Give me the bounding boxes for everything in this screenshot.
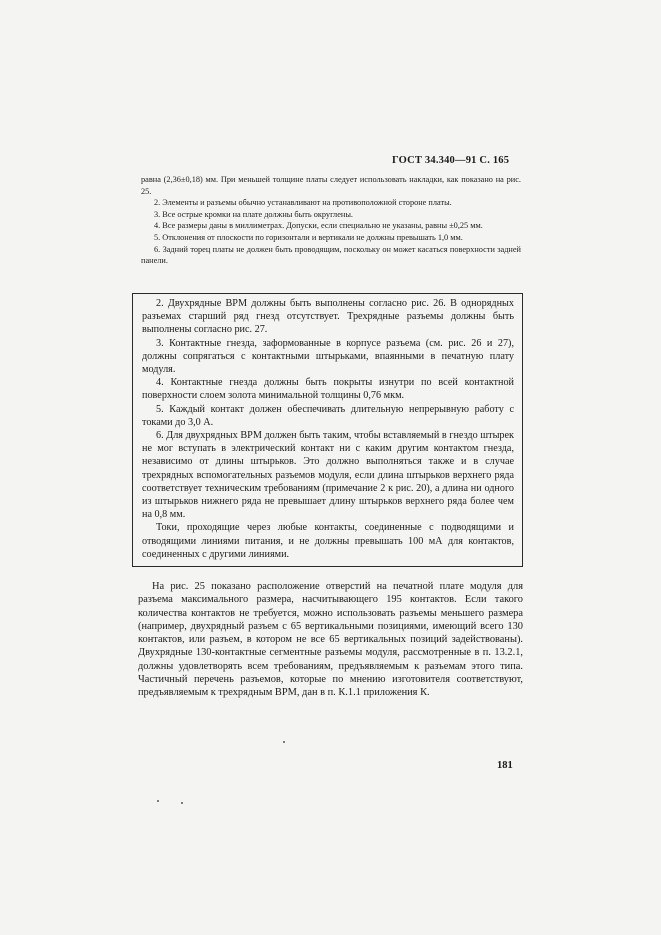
page-number: 181 [497,760,513,771]
boxed-paragraph: 3. Контактные гнезда, заформованные в корпусе разъема (см. рис. 26 и 27), должны сопрягаться с контактными штырьками, впаянными в печатную плату модуля. [142,337,514,376]
scan-speck [157,800,159,802]
note-item: 3. Все острые кромки на плате должны быть округлены. [154,209,353,219]
note-item: 6. Задний торец платы не должен быть проводящим, поскольку он может касаться поверхности задней панели. [141,244,521,266]
note-item: 2. Элементы и разъемы обычно устанавливают на противоположной стороне платы. [154,198,452,208]
boxed-paragraph: 2. Двухрядные ВРМ должны быть выполнены согласно рис. 26. В однорядных разъемах старший ряд гнезд отсутствует. Трехрядные разъемы должны быть выполнены согласно рис. 27. [142,298,514,336]
note-item: 4. Все размеры даны в миллиметрах. Допуски, если специально не указаны, равны ±0,25 мм. [154,221,483,231]
scan-speck [181,802,183,804]
boxed-paragraph: 5. Каждый контакт должен обеспечивать длительную непрерывную работу с токами до 3,0 А. [142,403,514,428]
boxed-paragraph: 6. Для двухрядных ВРМ должен быть таким, чтобы вставляемый в гнездо штырек не мог вступать в электрический контакт ни с каким другим контактом гнезда, независимо от длины штырьков. Это должно выполняться также и в случае трехрядных вспомогательных разъемов модуля, если длина штырьков верхнего ряда соответствует техническим требованиям (примечание 2 к рис. 20), а длина ни одного из штырьков нижнего ряда не превышает длину штырьков верхнего ряда более чем на 0,8 мм. [142,430,514,521]
boxed-requirements [132,293,523,567]
boxed-paragraph: 4. Контактные гнезда должны быть покрыты изнутри по всей контактной поверхности слоем золота минимальной толщины 0,76 мкм. [142,377,514,402]
scan-speck [283,741,285,743]
note-item: 5. Отклонения от плоскости по горизонтали и вертикали не должны превышать 1,0 мм. [154,232,463,242]
body-paragraph: На рис. 25 показано расположение отверстий на печатной плате модуля для разъема максимального размера, насчитывающего 195 контактов. Если такого количества контактов не требуется, можно использовать разъемы меньшего размера (например, двухрядный разъем с 65 вертикальными позициями, имеющий всего 130 контактов, или разъем, в котором не все 65 вертикальных позиций задействованы). Двухрядные 130-контактные сегментные разъемы модуля, рассмотренные в п. 13.2.1, должны удовлетворять всем требованиям, предъявляемым к разъемам этого типа. Частичный перечень разъемов, которые по мнению изготовителя соответствуют, предъявляемым к трехрядным ВРМ, дан в п. К.1.1 приложения К. [138,581,523,699]
figure-notes [141,174,521,267]
note-continuation: равна (2,36±0,18) мм. При меньшей толщине платы следует использовать накладки, как показано на рис. 25. [141,175,521,196]
main-body-text [138,580,523,700]
boxed-paragraph: Токи, проходящие через любые контакты, соединенные с подводящими и отводящими линиями питания, и не должны превышать 100 мА для контактов, соединенных с другими линиями. [142,522,514,560]
running-header: ГОСТ 34.340—91 С. 165 [392,155,510,166]
